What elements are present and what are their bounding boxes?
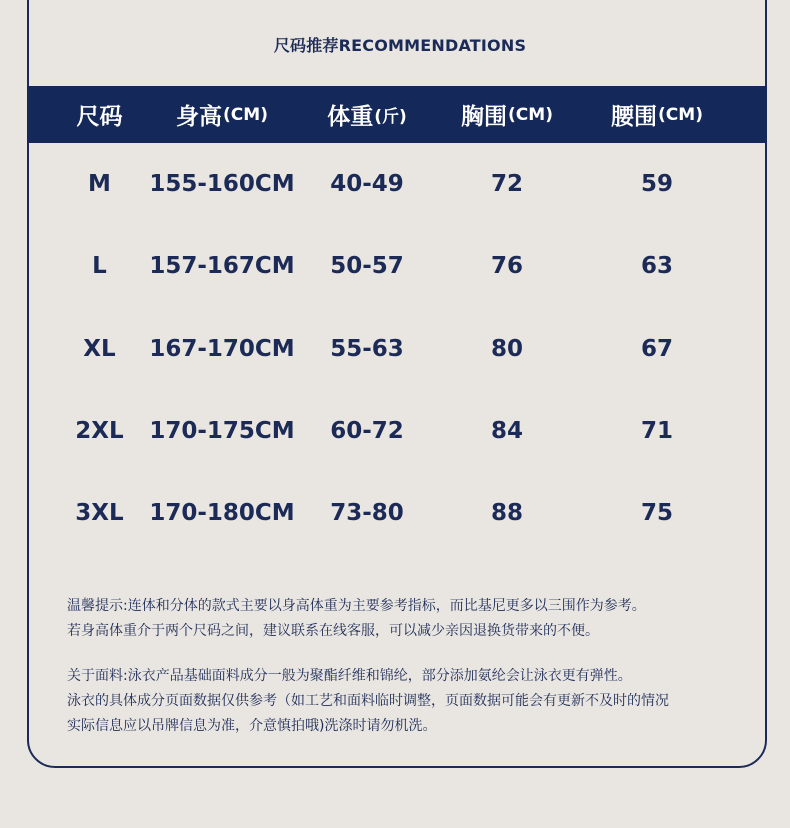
- cell-chest: 84: [490, 418, 523, 444]
- header-size: [57, 86, 142, 143]
- cell-size: 2XL: [75, 418, 124, 444]
- header-chest-label: 胸围: [461, 104, 508, 130]
- cell-size: 3XL: [75, 500, 124, 526]
- cell-height: 170-175CM: [149, 418, 295, 444]
- header-size-label: 尺码: [76, 104, 123, 130]
- table-row: [27, 411, 767, 451]
- cell-height: 167-170CM: [149, 336, 295, 362]
- cell-waist: 59: [640, 171, 673, 197]
- cell-weight: 50-57: [330, 253, 404, 279]
- table-header: [27, 86, 767, 143]
- cell-waist: 63: [640, 253, 673, 279]
- header-weight-label: 体重: [327, 104, 374, 130]
- tip-notes: [67, 594, 767, 644]
- fabric-line: 泳衣的具体成分页面数据仅供参考（如工艺和面料临时调整，页面数据可能会有更新不及时的情况: [67, 693, 669, 709]
- header-weight-unit: (斤): [374, 107, 407, 127]
- cell-weight: 40-49: [330, 171, 404, 197]
- cell-waist: 75: [640, 500, 673, 526]
- fabric-line: 关于面料:泳衣产品基础面料成分一般为聚酯纤维和锦纶，部分添加氨纶会让泳衣更有弹性。: [67, 668, 632, 684]
- cell-chest: 88: [490, 500, 523, 526]
- header-waist-label: 腰围: [611, 104, 658, 130]
- header-weight: [297, 86, 437, 143]
- cell-size: XL: [83, 336, 116, 362]
- cell-chest: 76: [490, 253, 523, 279]
- tip-line: 温馨提示:连体和分体的款式主要以身高体重为主要参考指标，而比基尼更多以三围作为参考。: [67, 598, 646, 614]
- cell-weight: 73-80: [330, 500, 404, 526]
- header-waist-unit: (CM): [658, 104, 703, 125]
- fabric-notes: [67, 664, 767, 739]
- cell-weight: 55-63: [330, 336, 404, 362]
- table-row: [27, 493, 767, 533]
- cell-height: 155-160CM: [149, 171, 295, 197]
- header-chest-unit: (CM): [508, 104, 553, 125]
- table-row: [27, 164, 767, 204]
- header-chest: [437, 86, 577, 143]
- cell-waist: 67: [640, 336, 673, 362]
- fabric-line: 实际信息应以吊牌信息为准，介意慎拍哦)洗涤时请勿机洗。: [67, 718, 437, 734]
- cell-size: L: [92, 253, 107, 279]
- table-row: [27, 246, 767, 286]
- cell-height: 157-167CM: [149, 253, 295, 279]
- cell-weight: 60-72: [330, 418, 404, 444]
- header-waist: [582, 86, 732, 143]
- table-row: [27, 329, 767, 369]
- tip-line: 若身高体重介于两个尺码之间，建议联系在线客服，可以减少亲因退换货带来的不便。: [67, 623, 599, 639]
- cell-size: M: [88, 171, 111, 197]
- cell-waist: 71: [640, 418, 673, 444]
- header-height-unit: (CM): [223, 104, 268, 125]
- cell-chest: 80: [490, 336, 523, 362]
- header-height: [147, 86, 297, 143]
- page-title: 尺码推荐RECOMMENDATIONS: [273, 36, 527, 55]
- cell-chest: 72: [490, 171, 523, 197]
- header-height-label: 身高: [176, 104, 223, 130]
- cell-height: 170-180CM: [149, 500, 295, 526]
